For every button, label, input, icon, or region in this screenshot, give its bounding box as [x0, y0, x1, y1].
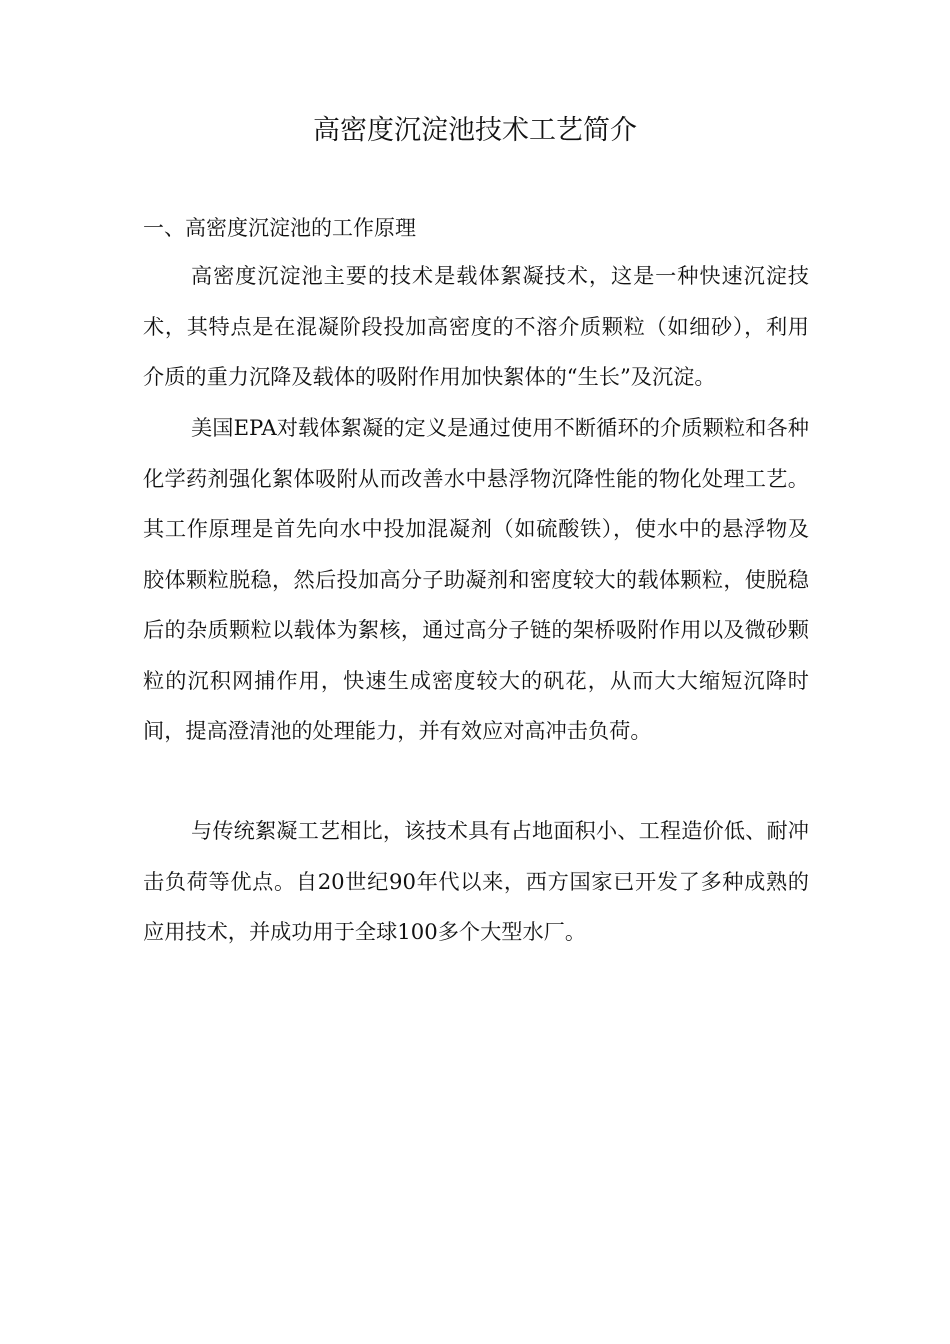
paragraph-2: 美国EPA对载体絮凝的定义是通过使用不断循环的介质颗粒和各种化学药剂强化絮体吸附从而改善水中悬浮物沉降性能的物化处理工艺。其工作原理是首先向水中投加混凝剂（如硫酸铁），使水中的悬浮物及胶体颗粒脱稳，然后投加高分子助凝剂和密度较大的载体颗粒，使脱稳后的杂质颗粒以载体为絮核，通过高分子链的架桥吸附作用以及微砂颗粒的沉积网捕作用，快速生成密度较大的矾花，从而大大缩短沉降时间，提高澄清池的处理能力，并有效应对高冲击负荷。 [143, 415, 809, 743]
paragraph-3: 与传统絮凝工艺相比，该技术具有占地面积小、工程造价低、耐冲击负荷等优点。自20世纪90年代以来，西方国家已开发了多种成熟的应用技术，并成功用于全球100多个大型水厂。 [143, 818, 809, 944]
paragraph-1: 高密度沉淀池主要的技术是载体絮凝技术，这是一种快速沉淀技术，其特点是在混凝阶段投加高密度的不溶介质颗粒（如细砂），利用介质的重力沉降及载体的吸附作用加快絮体的“生长”及沉淀。 [143, 263, 809, 389]
document-title: 高密度沉淀池技术工艺简介 [313, 115, 637, 146]
section-heading: 一、高密度沉淀池的工作原理 [143, 216, 416, 240]
